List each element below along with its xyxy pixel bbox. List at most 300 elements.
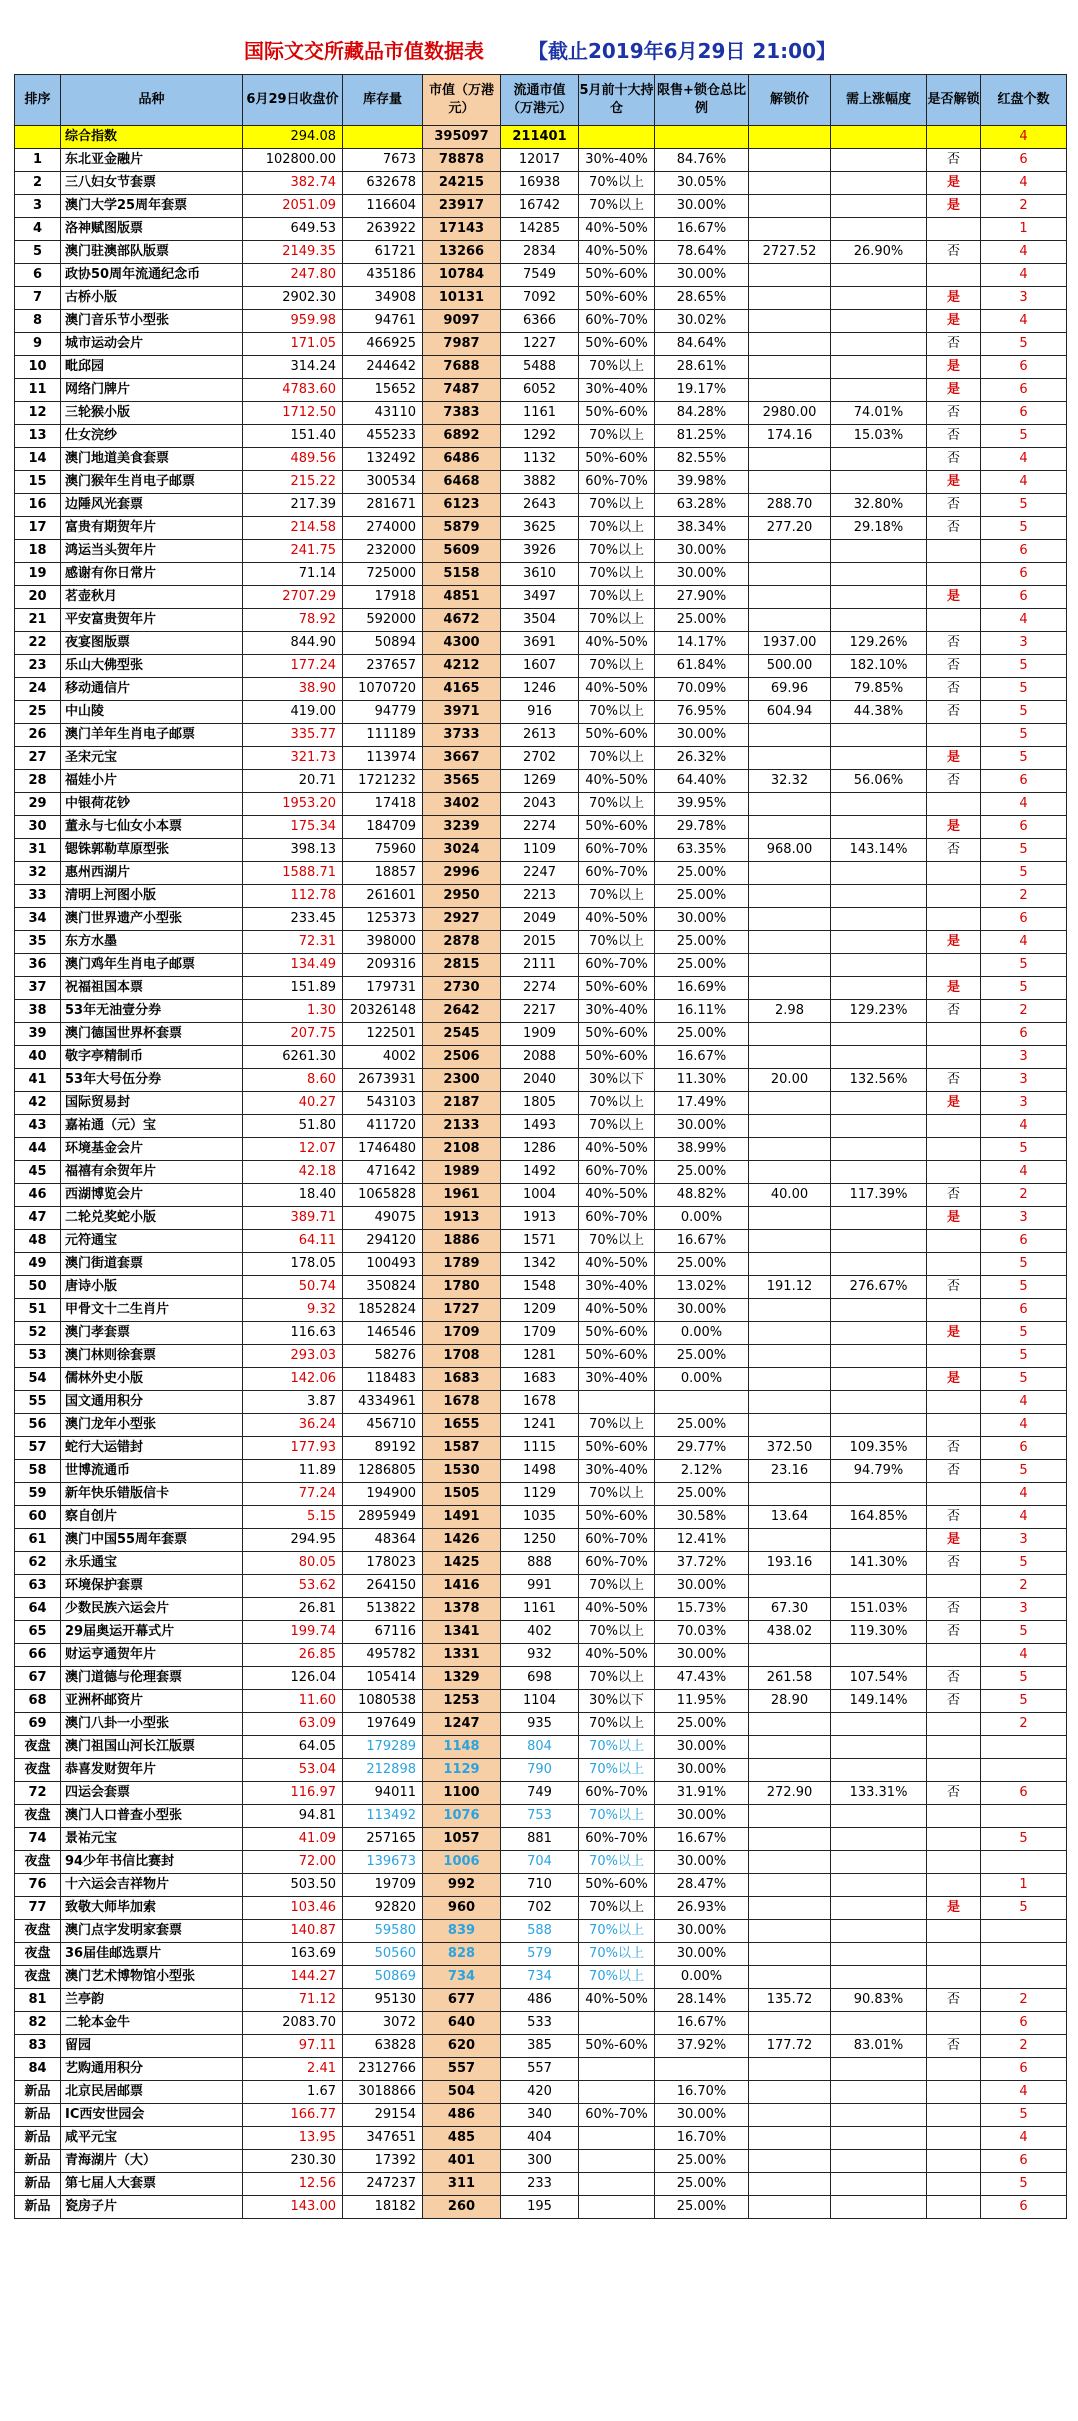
inventory-cell: 725000 (343, 563, 423, 586)
rise-cell: 119.30% (831, 1621, 927, 1644)
table-row (15, 816, 1067, 839)
market-value-cell: 7987 (423, 333, 501, 356)
market-value-cell: 401 (423, 2150, 501, 2173)
red-count-cell: 6 (981, 1230, 1067, 1253)
circulating-value-cell: 1498 (501, 1460, 579, 1483)
inventory-cell: 178023 (343, 1552, 423, 1575)
ratio-cell: 29.77% (655, 1437, 749, 1460)
rise-cell (831, 1345, 927, 1368)
rank-cell: 7 (15, 287, 61, 310)
name-cell: 富贵有期贺年片 (61, 517, 243, 540)
circulating-value-cell: 1281 (501, 1345, 579, 1368)
table-row (15, 1667, 1067, 1690)
top10-cell: 70%以上 (579, 1414, 655, 1437)
rank-cell: 34 (15, 908, 61, 931)
table-row (15, 609, 1067, 632)
top10-cell: 50%-60% (579, 333, 655, 356)
market-value-cell: 1886 (423, 1230, 501, 1253)
table-row (15, 954, 1067, 977)
rank-cell: 66 (15, 1644, 61, 1667)
ratio-cell: 25.00% (655, 885, 749, 908)
market-value-cell: 6123 (423, 494, 501, 517)
rise-cell (831, 1368, 927, 1391)
close-price-cell: 11.89 (243, 1460, 343, 1483)
rank-cell: 48 (15, 1230, 61, 1253)
rank-cell: 60 (15, 1506, 61, 1529)
ratio-cell: 28.47% (655, 1874, 749, 1897)
ratio-cell: 38.99% (655, 1138, 749, 1161)
market-value-cell: 2506 (423, 1046, 501, 1069)
top10-cell: 70%以上 (579, 494, 655, 517)
top10-cell: 70%以上 (579, 425, 655, 448)
name-cell: 澳门大学25周年套票 (61, 195, 243, 218)
close-price-cell: 80.05 (243, 1552, 343, 1575)
market-value-cell: 311 (423, 2173, 501, 2196)
is-unlocked-cell (927, 2058, 981, 2081)
top10-cell (579, 2081, 655, 2104)
inventory-cell: 300534 (343, 471, 423, 494)
top10-cell: 60%-70% (579, 839, 655, 862)
unlock-price-cell (749, 333, 831, 356)
is-unlocked-cell: 是 (927, 586, 981, 609)
unlock-price-cell (749, 379, 831, 402)
name-cell: 清明上河图小版 (61, 885, 243, 908)
top10-cell: 70%以上 (579, 172, 655, 195)
top10-cell: 40%-50% (579, 678, 655, 701)
close-price-cell: 38.90 (243, 678, 343, 701)
red-count-cell: 5 (981, 494, 1067, 517)
unlock-price-cell: 20.00 (749, 1069, 831, 1092)
close-price-cell: 177.93 (243, 1437, 343, 1460)
top10-cell: 70%以上 (579, 1805, 655, 1828)
composite-circulating-value: 211401 (501, 126, 579, 149)
unlock-price-cell (749, 1299, 831, 1322)
ratio-cell: 30.00% (655, 908, 749, 931)
red-count-cell: 6 (981, 402, 1067, 425)
circulating-value-cell: 1132 (501, 448, 579, 471)
ratio-cell: 28.61% (655, 356, 749, 379)
sheet-date: 【截止2019年6月29日 21:00】 (527, 38, 837, 63)
top10-cell: 50%-60% (579, 816, 655, 839)
red-count-cell: 4 (981, 1506, 1067, 1529)
rank-cell: 77 (15, 1897, 61, 1920)
rise-cell (831, 1322, 927, 1345)
close-price-cell: 53.04 (243, 1759, 343, 1782)
inventory-cell: 247237 (343, 2173, 423, 2196)
table-row (15, 1276, 1067, 1299)
is-unlocked-cell: 否 (927, 1460, 981, 1483)
is-unlocked-cell: 否 (927, 632, 981, 655)
circulating-value-cell: 1805 (501, 1092, 579, 1115)
is-unlocked-cell: 是 (927, 1322, 981, 1345)
top10-cell: 70%以上 (579, 1713, 655, 1736)
red-count-cell (981, 1920, 1067, 1943)
name-cell: 三轮猴小版 (61, 402, 243, 425)
close-price-cell: 1.67 (243, 2081, 343, 2104)
ratio-cell: 64.40% (655, 770, 749, 793)
red-count-cell: 5 (981, 1828, 1067, 1851)
inventory-cell: 513822 (343, 1598, 423, 1621)
table-row (15, 1207, 1067, 1230)
rank-cell: 42 (15, 1092, 61, 1115)
ratio-cell: 11.30% (655, 1069, 749, 1092)
market-value-cell: 17143 (423, 218, 501, 241)
top10-cell: 70%以上 (579, 1092, 655, 1115)
market-value-cell: 3402 (423, 793, 501, 816)
market-value-cell: 1708 (423, 1345, 501, 1368)
close-price-cell: 2149.35 (243, 241, 343, 264)
ratio-cell: 25.00% (655, 1414, 749, 1437)
ratio-cell: 15.73% (655, 1598, 749, 1621)
is-unlocked-cell: 否 (927, 1667, 981, 1690)
red-count-cell: 5 (981, 2173, 1067, 2196)
circulating-value-cell: 2049 (501, 908, 579, 931)
ratio-cell: 30.00% (655, 1575, 749, 1598)
table-row (15, 1368, 1067, 1391)
circulating-value-cell: 888 (501, 1552, 579, 1575)
ratio-cell: 30.00% (655, 1115, 749, 1138)
unlock-price-cell: 968.00 (749, 839, 831, 862)
composite-rank (15, 126, 61, 149)
unlock-price-cell (749, 1207, 831, 1230)
unlock-price-cell: 604.94 (749, 701, 831, 724)
ratio-cell: 30.00% (655, 563, 749, 586)
market-value-cell: 10784 (423, 264, 501, 287)
table-row (15, 195, 1067, 218)
unlock-price-cell (749, 172, 831, 195)
close-price-cell: 26.85 (243, 1644, 343, 1667)
inventory-cell: 592000 (343, 609, 423, 632)
close-price-cell: 12.56 (243, 2173, 343, 2196)
rise-cell: 143.14% (831, 839, 927, 862)
is-unlocked-cell (927, 563, 981, 586)
rank-cell: 59 (15, 1483, 61, 1506)
circulating-value-cell: 1246 (501, 678, 579, 701)
top10-cell: 60%-70% (579, 1782, 655, 1805)
market-value-cell: 1006 (423, 1851, 501, 1874)
circulating-value-cell: 1571 (501, 1230, 579, 1253)
rise-cell (831, 931, 927, 954)
table-row (15, 563, 1067, 586)
red-count-cell (981, 1736, 1067, 1759)
rise-cell (831, 1023, 927, 1046)
top10-cell: 40%-50% (579, 218, 655, 241)
top10-cell (579, 1391, 655, 1414)
inventory-cell: 18182 (343, 2196, 423, 2219)
close-price-cell: 78.92 (243, 609, 343, 632)
ratio-cell: 28.14% (655, 1989, 749, 2012)
ratio-cell: 16.70% (655, 2081, 749, 2104)
rank-cell: 39 (15, 1023, 61, 1046)
composite-close: 294.08 (243, 126, 343, 149)
circulating-value-cell: 1286 (501, 1138, 579, 1161)
is-unlocked-cell (927, 1115, 981, 1138)
is-unlocked-cell (927, 908, 981, 931)
unlock-price-cell (749, 1092, 831, 1115)
composite-ratio (655, 126, 749, 149)
ratio-cell (655, 2058, 749, 2081)
rank-cell: 22 (15, 632, 61, 655)
ratio-cell: 25.00% (655, 2173, 749, 2196)
close-price-cell: 142.06 (243, 1368, 343, 1391)
name-cell: 澳门道德与伦理套票 (61, 1667, 243, 1690)
top10-cell: 70%以上 (579, 1897, 655, 1920)
red-count-cell: 4 (981, 448, 1067, 471)
ratio-cell: 70.09% (655, 678, 749, 701)
top10-cell: 70%以上 (579, 1759, 655, 1782)
inventory-cell: 347651 (343, 2127, 423, 2150)
ratio-cell: 30.00% (655, 1299, 749, 1322)
red-count-cell: 3 (981, 632, 1067, 655)
close-price-cell: 2083.70 (243, 2012, 343, 2035)
rise-cell: 182.10% (831, 655, 927, 678)
name-cell: 四运会套票 (61, 1782, 243, 1805)
unlock-price-cell (749, 1966, 831, 1989)
circulating-value-cell: 3504 (501, 609, 579, 632)
circulating-value-cell: 2015 (501, 931, 579, 954)
table-row (15, 1299, 1067, 1322)
ratio-cell: 37.72% (655, 1552, 749, 1575)
rank-cell: 56 (15, 1414, 61, 1437)
is-unlocked-cell (927, 609, 981, 632)
inventory-cell: 34908 (343, 287, 423, 310)
is-unlocked-cell: 是 (927, 747, 981, 770)
inventory-cell: 29154 (343, 2104, 423, 2127)
circulating-value-cell: 710 (501, 1874, 579, 1897)
inventory-cell: 20326148 (343, 1000, 423, 1023)
market-value-cell: 1129 (423, 1759, 501, 1782)
sheet-title: 国际文交所藏品市值数据表 (243, 38, 484, 63)
inventory-cell: 294120 (343, 1230, 423, 1253)
is-unlocked-cell (927, 1299, 981, 1322)
name-cell: 澳门中国55周年套票 (61, 1529, 243, 1552)
inventory-cell: 94779 (343, 701, 423, 724)
inventory-cell: 184709 (343, 816, 423, 839)
is-unlocked-cell (927, 2196, 981, 2219)
close-price-cell: 36.24 (243, 1414, 343, 1437)
unlock-price-cell: 191.12 (749, 1276, 831, 1299)
rise-cell (831, 586, 927, 609)
col-header-red-count: 红盘个数 (981, 75, 1067, 126)
unlock-price-cell: 177.72 (749, 2035, 831, 2058)
rank-cell: 65 (15, 1621, 61, 1644)
red-count-cell: 2 (981, 195, 1067, 218)
is-unlocked-cell (927, 2104, 981, 2127)
inventory-cell: 18857 (343, 862, 423, 885)
market-value-cell: 1683 (423, 1368, 501, 1391)
ratio-cell: 39.98% (655, 471, 749, 494)
top10-cell: 70%以上 (579, 540, 655, 563)
name-cell: 53年无油壹分券 (61, 1000, 243, 1023)
rise-cell (831, 1230, 927, 1253)
ratio-cell: 17.49% (655, 1092, 749, 1115)
ratio-cell: 25.00% (655, 1161, 749, 1184)
name-cell: 29届奥运开幕式片 (61, 1621, 243, 1644)
circulating-value-cell: 804 (501, 1736, 579, 1759)
inventory-cell: 244642 (343, 356, 423, 379)
top10-cell: 60%-70% (579, 862, 655, 885)
top10-cell: 70%以上 (579, 1621, 655, 1644)
ratio-cell: 48.82% (655, 1184, 749, 1207)
circulating-value-cell: 1250 (501, 1529, 579, 1552)
top10-cell: 70%以上 (579, 655, 655, 678)
top10-cell: 60%-70% (579, 1828, 655, 1851)
name-cell: 澳门世界遗产小型张 (61, 908, 243, 931)
rise-cell (831, 1391, 927, 1414)
rank-cell: 2 (15, 172, 61, 195)
inventory-cell: 194900 (343, 1483, 423, 1506)
market-value-cell: 6486 (423, 448, 501, 471)
rank-cell: 35 (15, 931, 61, 954)
rise-cell (831, 172, 927, 195)
ratio-cell: 16.67% (655, 1046, 749, 1069)
inventory-cell: 113974 (343, 747, 423, 770)
rise-cell (831, 1805, 927, 1828)
circulating-value-cell: 6052 (501, 379, 579, 402)
unlock-price-cell (749, 862, 831, 885)
top10-cell: 50%-60% (579, 1023, 655, 1046)
is-unlocked-cell: 是 (927, 195, 981, 218)
ratio-cell: 2.12% (655, 1460, 749, 1483)
inventory-cell: 118483 (343, 1368, 423, 1391)
rank-cell: 41 (15, 1069, 61, 1092)
table-row (15, 517, 1067, 540)
close-price-cell: 177.24 (243, 655, 343, 678)
rise-cell: 15.03% (831, 425, 927, 448)
table-row (15, 448, 1067, 471)
circulating-value-cell: 2213 (501, 885, 579, 908)
rise-cell: 94.79% (831, 1460, 927, 1483)
top10-cell: 70%以上 (579, 747, 655, 770)
ratio-cell (655, 1391, 749, 1414)
top10-cell: 70%以上 (579, 1667, 655, 1690)
ratio-cell: 70.03% (655, 1621, 749, 1644)
red-count-cell: 4 (981, 264, 1067, 287)
close-price-cell: 382.74 (243, 172, 343, 195)
red-count-cell: 4 (981, 793, 1067, 816)
circulating-value-cell: 579 (501, 1943, 579, 1966)
close-price-cell: 144.27 (243, 1966, 343, 1989)
unlock-price-cell (749, 1920, 831, 1943)
rank-cell: 45 (15, 1161, 61, 1184)
rise-cell: 79.85% (831, 678, 927, 701)
red-count-cell: 4 (981, 1644, 1067, 1667)
name-cell: 澳门林则徐套票 (61, 1345, 243, 1368)
red-count-cell: 6 (981, 2150, 1067, 2173)
circulating-value-cell: 2088 (501, 1046, 579, 1069)
red-count-cell: 6 (981, 586, 1067, 609)
table-row (15, 1621, 1067, 1644)
top10-cell: 70%以上 (579, 1575, 655, 1598)
inventory-cell: 95130 (343, 1989, 423, 2012)
inventory-cell: 132492 (343, 448, 423, 471)
circulating-value-cell: 704 (501, 1851, 579, 1874)
circulating-value-cell: 2111 (501, 954, 579, 977)
top10-cell: 70%以上 (579, 1483, 655, 1506)
is-unlocked-cell: 否 (927, 494, 981, 517)
unlock-price-cell: 372.50 (749, 1437, 831, 1460)
table-row (15, 632, 1067, 655)
name-cell: 茗壶秋月 (61, 586, 243, 609)
unlock-price-cell (749, 1253, 831, 1276)
composite-rise (831, 126, 927, 149)
inventory-cell: 2312766 (343, 2058, 423, 2081)
circulating-value-cell: 1209 (501, 1299, 579, 1322)
name-cell: 澳门人口普查小型张 (61, 1805, 243, 1828)
close-price-cell: 178.05 (243, 1253, 343, 1276)
table-row (15, 333, 1067, 356)
top10-cell: 30%以下 (579, 1690, 655, 1713)
ratio-cell: 82.55% (655, 448, 749, 471)
top10-cell: 60%-70% (579, 2104, 655, 2127)
table-header-row (15, 75, 1067, 126)
red-count-cell: 6 (981, 1023, 1067, 1046)
market-value-cell: 1678 (423, 1391, 501, 1414)
red-count-cell: 4 (981, 310, 1067, 333)
market-value-cell: 3971 (423, 701, 501, 724)
circulating-value-cell: 1035 (501, 1506, 579, 1529)
close-price-cell: 42.18 (243, 1161, 343, 1184)
composite-is-unlocked (927, 126, 981, 149)
table-row (15, 1161, 1067, 1184)
is-unlocked-cell (927, 2150, 981, 2173)
circulating-value-cell: 1161 (501, 1598, 579, 1621)
ratio-cell: 30.00% (655, 1644, 749, 1667)
table-row (15, 1253, 1067, 1276)
top10-cell: 40%-50% (579, 1184, 655, 1207)
table-row (15, 1391, 1067, 1414)
close-price-cell: 2707.29 (243, 586, 343, 609)
unlock-price-cell: 2.98 (749, 1000, 831, 1023)
red-count-cell: 6 (981, 379, 1067, 402)
composite-inventory (343, 126, 423, 149)
inventory-cell: 456710 (343, 1414, 423, 1437)
name-cell: 瓷房子片 (61, 2196, 243, 2219)
rise-cell (831, 471, 927, 494)
table-row (15, 356, 1067, 379)
table-row (15, 1138, 1067, 1161)
table-row (15, 931, 1067, 954)
ratio-cell: 84.64% (655, 333, 749, 356)
ratio-cell: 16.67% (655, 218, 749, 241)
red-count-cell: 6 (981, 356, 1067, 379)
red-count-cell: 2 (981, 2035, 1067, 2058)
unlock-price-cell (749, 1529, 831, 1552)
circulating-value-cell: 1909 (501, 1023, 579, 1046)
top10-cell: 40%-50% (579, 1989, 655, 2012)
inventory-cell: 125373 (343, 908, 423, 931)
inventory-cell: 179731 (343, 977, 423, 1000)
unlock-price-cell (749, 1805, 831, 1828)
red-count-cell: 6 (981, 563, 1067, 586)
market-value-cell: 3733 (423, 724, 501, 747)
table-row (15, 172, 1067, 195)
is-unlocked-cell (927, 218, 981, 241)
rank-cell: 68 (15, 1690, 61, 1713)
red-count-cell: 6 (981, 816, 1067, 839)
top10-cell (579, 2058, 655, 2081)
name-cell: 城市运动会片 (61, 333, 243, 356)
is-unlocked-cell: 否 (927, 1598, 981, 1621)
rise-cell (831, 885, 927, 908)
close-price-cell: 97.11 (243, 2035, 343, 2058)
inventory-cell: 263922 (343, 218, 423, 241)
inventory-cell: 495782 (343, 1644, 423, 1667)
table-row (15, 2127, 1067, 2150)
circulating-value-cell: 3691 (501, 632, 579, 655)
rank-cell: 38 (15, 1000, 61, 1023)
inventory-cell: 1746480 (343, 1138, 423, 1161)
